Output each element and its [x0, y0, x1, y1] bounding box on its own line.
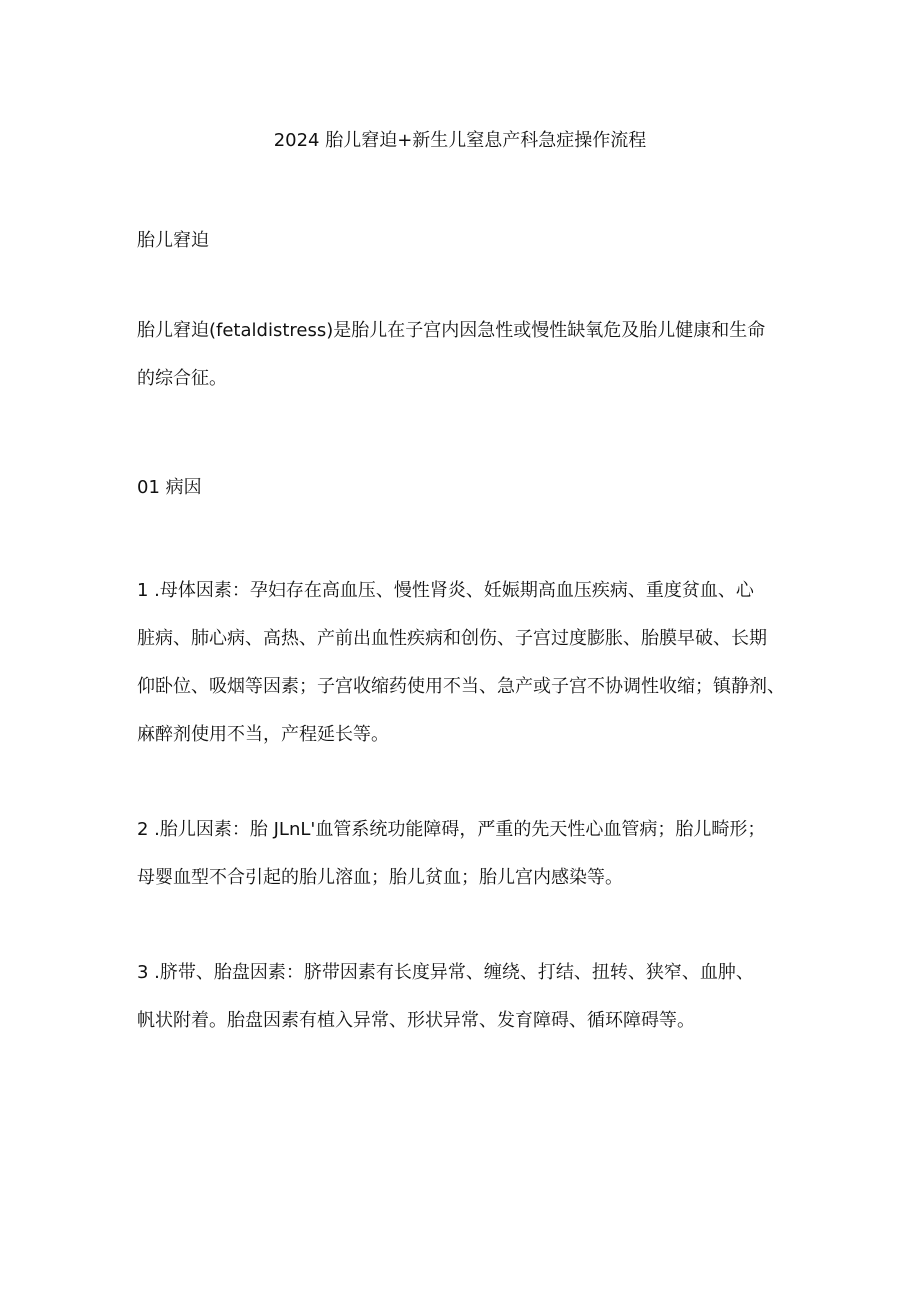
paragraph-line: 胎儿窘迫(fetaldistress)是胎儿在子宫内因急性或慢性缺氧危及胎儿健康和生命 — [137, 320, 766, 341]
paragraph-line: 1 .母体因素：孕妇存在高血压、慢性肾炎、妊娠期高血压疾病、重度贫血、心 — [137, 580, 754, 601]
paragraph-line: 的综合征。 — [137, 368, 227, 389]
section-heading: 胎儿窘迫 — [137, 230, 209, 251]
paragraph-line: 脏病、肺心病、高热、产前出血性疾病和创伤、子宫过度膨胀、胎膜早破、长期 — [137, 628, 767, 649]
paragraph-line: 麻醉剂使用不当，产程延长等。 — [137, 724, 389, 745]
paragraph-line: 仰卧位、吸烟等因素；子宫收缩药使用不当、急产或子宫不协调性收缩；镇静剂、 — [137, 676, 785, 697]
definition-paragraph — [137, 307, 797, 403]
cause-maternal-paragraph — [137, 567, 797, 759]
document-title: 2024 胎儿窘迫+新生儿窒息产科急症操作流程 — [273, 130, 647, 151]
subsection-heading: 01 病因 — [137, 477, 202, 498]
cause-fetal-paragraph — [137, 806, 797, 902]
paragraph-line: 帆状附着。胎盘因素有植入异常、形状异常、发育障碍、循环障碍等。 — [137, 1010, 695, 1031]
paragraph-line: 母婴血型不合引起的胎儿溶血；胎儿贫血；胎儿宫内感染等。 — [137, 867, 623, 888]
cause-cord-placenta-paragraph — [137, 949, 797, 1045]
paragraph-line: 2 .胎儿因素：胎 JLnL'血管系统功能障碍，严重的先天性心血管病；胎儿畸形； — [137, 819, 766, 840]
paragraph-line: 3 .脐带、胎盘因素：脐带因素有长度异常、缠绕、打结、扭转、狭窄、血肿、 — [137, 962, 754, 983]
